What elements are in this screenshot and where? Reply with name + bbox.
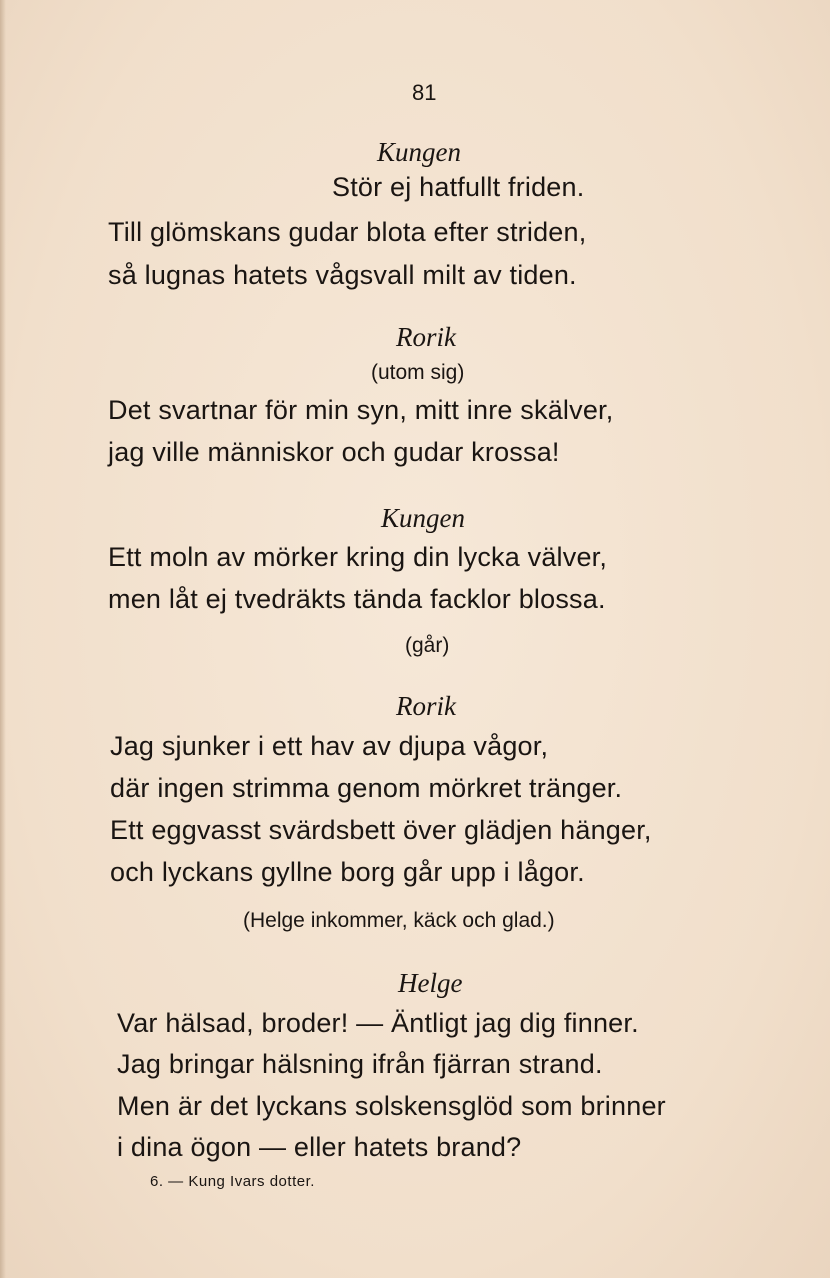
page-footer: 6. — Kung Ivars dotter. [150, 1173, 315, 1190]
verse-line: Var hälsad, broder! — Äntligt jag dig finner. [117, 1008, 639, 1038]
verse-line: så lugnas hatets vågsvall milt av tiden. [108, 260, 577, 290]
verse-line: Till glömskans gudar blota efter striden, [108, 217, 587, 247]
verse-line: Det svartnar för min syn, mitt inre skälver, [108, 395, 614, 425]
stage-direction: (utom sig) [371, 361, 465, 384]
page-binding-edge [0, 0, 6, 1278]
verse-line: Jag sjunker i ett hav av djupa vågor, [110, 731, 549, 761]
stage-direction: (går) [405, 634, 450, 657]
speaker-name: Rorik [396, 322, 456, 352]
verse-line: i dina ögon — eller hatets brand? [117, 1132, 522, 1162]
verse-line: Jag bringar hälsning ifrån fjärran strand. [117, 1049, 603, 1079]
verse-line: Ett eggvasst svärdsbett över glädjen hänger, [110, 815, 652, 845]
verse-line: Ett moln av mörker kring din lycka välver, [108, 542, 608, 572]
stage-direction: (Helge inkommer, käck och glad.) [243, 909, 555, 932]
speaker-name: Rorik [396, 691, 456, 721]
verse-line: Stör ej hatfullt friden. [332, 172, 585, 202]
verse-line: och lyckans gyllne borg går upp i lågor. [110, 857, 585, 887]
speaker-name: Kungen [381, 503, 465, 533]
verse-line: där ingen strimma genom mörkret tränger. [110, 773, 623, 803]
speaker-name: Kungen [377, 137, 461, 167]
speaker-name: Helge [398, 968, 463, 998]
verse-line: jag ville människor och gudar krossa! [108, 437, 560, 467]
verse-line: Men är det lyckans solskensglöd som brinner [117, 1091, 666, 1121]
page-number: 81 [412, 80, 437, 105]
verse-line: men låt ej tvedräkts tända facklor blossa. [108, 584, 606, 614]
